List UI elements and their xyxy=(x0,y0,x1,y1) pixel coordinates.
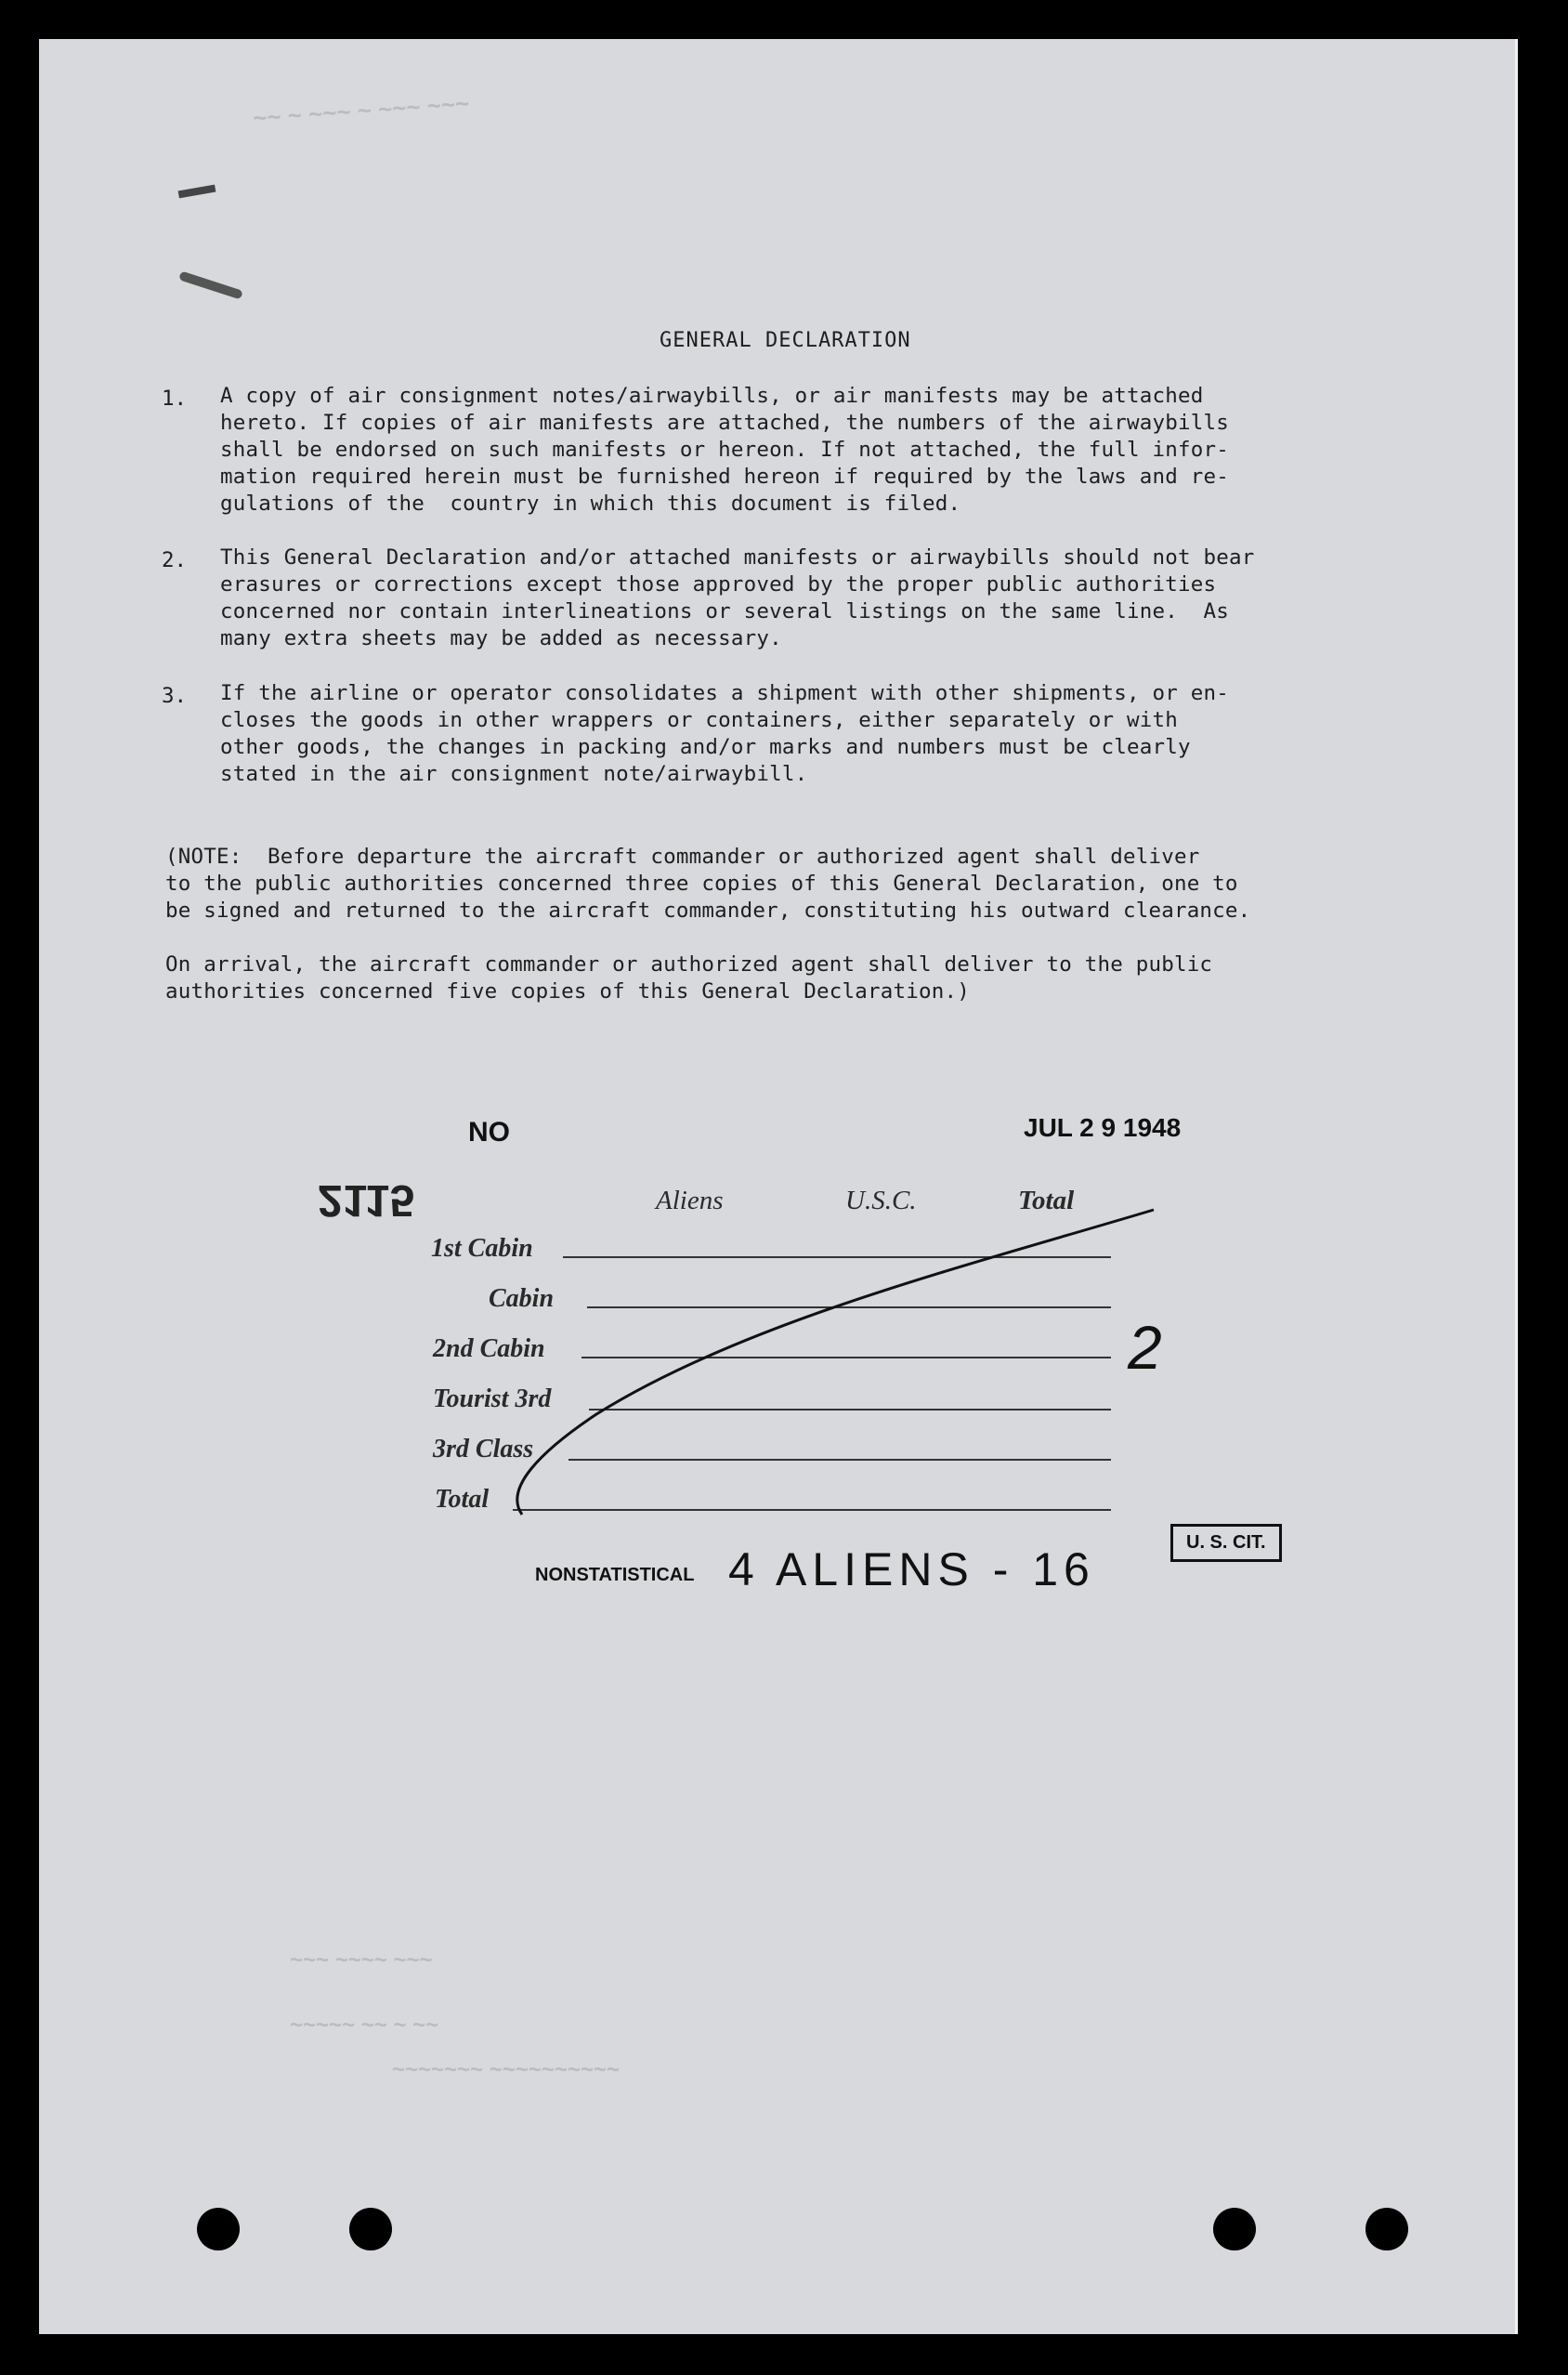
row-label: 2nd Cabin xyxy=(433,1334,545,1363)
handwritten-strike-line xyxy=(39,39,1518,2334)
bleed-through-text: ~~ ~ ~~~ ~ ~~~ ~~~ xyxy=(252,88,471,133)
punch-hole xyxy=(197,2208,240,2250)
arrival-note: On arrival, the aircraft commander or authorized agent shall deliver to the public authorities concerned five copies of this General Declaration.) xyxy=(165,952,1213,1004)
item-number: 1. xyxy=(162,387,188,411)
bleed-through-text: ~~~ ~~~~ ~~~ xyxy=(290,1948,433,1973)
stamp-date: JUL 2 9 1948 xyxy=(1024,1113,1182,1142)
row-label: Cabin xyxy=(489,1284,555,1313)
col-aliens: Aliens xyxy=(656,1186,724,1215)
handwritten-total-mark: 2 xyxy=(1128,1313,1162,1382)
item-2-text: This General Declaration and/or attached manifests or airwaybills should not bear erasures or corrections except those approved by the proper public authorities concerned nor contain interlineations or several listings on the same line. As many extra sheets may be added as necessary. xyxy=(220,545,1255,650)
item-3-text: If the airline or operator consolidates a shipment with other shipments, or en- closes the goods in other wrappers or containers, either separately or with other goods, the changes in packing and/or marks and numbers must be clearly stated in the air consignment note/airwaybill. xyxy=(220,681,1229,786)
handwritten-aliens-note: 4 ALIENS - 16 xyxy=(728,1543,1095,1595)
declaration-page xyxy=(39,39,1518,2334)
punch-hole xyxy=(349,2208,392,2250)
row-label: Total xyxy=(435,1485,490,1514)
punch-hole xyxy=(1213,2208,1256,2250)
stamp-no-label: NO xyxy=(468,1117,510,1148)
item-number: 2. xyxy=(162,548,188,572)
bleed-through-text: ~~~~~ ~~ ~ ~~ xyxy=(290,2013,439,2038)
document-title: GENERAL DECLARATION xyxy=(660,329,911,352)
item-number: 3. xyxy=(162,684,188,708)
bleed-through-text: ~~~~~~~ ~~~~~~~~~~ xyxy=(392,2057,620,2082)
item-1-text: A copy of air consignment notes/airwaybills, or air manifests may be attached hereto. If copies of air manifests are attached, the numbers of the airwaybills shall be endorsed on such manifests or hereon. If not attached, the full infor- mation required herein must be furnished hereon if required by the laws and re- gulations of the country in which this document is filed. xyxy=(220,384,1229,516)
row-label: Tourist 3rd xyxy=(433,1384,552,1413)
col-total: Total xyxy=(1018,1186,1075,1215)
departure-note: (NOTE: Before departure the aircraft commander or authorized agent shall deliver to the public authorities concerned three copies of this General Declaration, one to be signed and returned to the aircraft commander, constituting his outward clearance. xyxy=(165,845,1251,923)
nonstatistical-stamp: NONSTATISTICAL xyxy=(535,1565,695,1585)
punch-hole xyxy=(1365,2208,1408,2250)
row-label: 3rd Class xyxy=(433,1435,534,1463)
row-label: 1st Cabin xyxy=(431,1234,533,1263)
col-usc: U.S.C. xyxy=(845,1186,917,1215)
bleed-number: 2115 xyxy=(318,1175,415,1225)
us-cit-stamp: U. S. CIT. xyxy=(1170,1524,1282,1562)
